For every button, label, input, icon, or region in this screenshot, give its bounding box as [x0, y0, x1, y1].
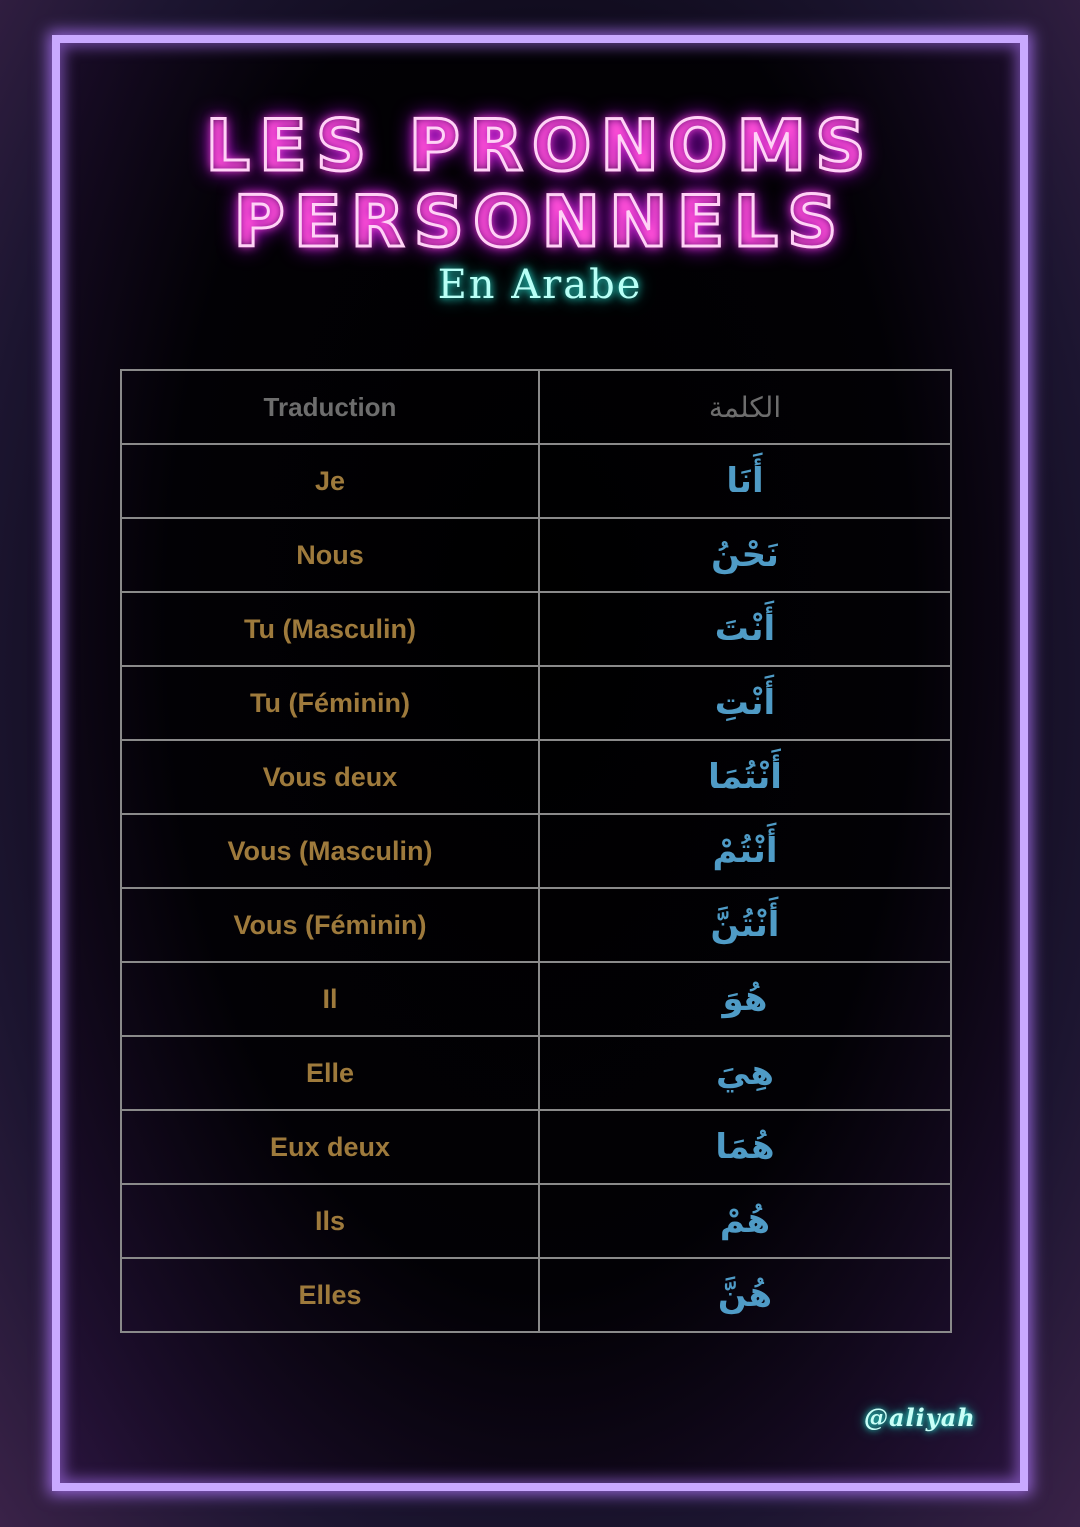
translation-cell — [121, 888, 539, 962]
table-header-row — [121, 370, 951, 444]
table-row — [121, 962, 951, 1036]
table-row — [121, 888, 951, 962]
translation-cell — [121, 444, 539, 518]
arabic-cell — [539, 888, 951, 962]
author-handle: @aliyah — [864, 1403, 976, 1432]
arabic-word: هُنَّ — [717, 1275, 773, 1315]
translation-cell — [121, 1036, 539, 1110]
translation-cell — [121, 518, 539, 592]
arabic-word: أَنْتَ — [714, 609, 776, 649]
translation-text: Vous (Masculin) — [227, 835, 433, 866]
translation-text: Tu (Masculin) — [244, 613, 416, 644]
table-row — [121, 740, 951, 814]
header-word-label: الكلمة — [708, 390, 782, 424]
translation-cell — [121, 962, 539, 1036]
translation-cell — [121, 814, 539, 888]
table-row — [121, 592, 951, 666]
translation-text: Vous (Féminin) — [233, 909, 427, 940]
arabic-cell — [539, 444, 951, 518]
translation-text: Elle — [305, 1057, 355, 1088]
arabic-cell — [539, 666, 951, 740]
arabic-cell — [539, 1184, 951, 1258]
pronouns-table — [120, 369, 952, 1333]
translation-text: Eux deux — [269, 1131, 391, 1162]
table-row — [121, 518, 951, 592]
arabic-cell — [539, 962, 951, 1036]
arabic-cell — [539, 1110, 951, 1184]
arabic-word: هِيَ — [716, 1053, 774, 1093]
arabic-cell — [539, 592, 951, 666]
arabic-word: هُمْ — [719, 1201, 771, 1241]
arabic-word: هُوَ — [722, 979, 768, 1019]
arabic-cell — [539, 1036, 951, 1110]
translation-text: Nous — [296, 539, 364, 570]
subtitle: En Arabe — [437, 262, 643, 308]
arabic-word: أَنْتِ — [714, 683, 776, 723]
table-row — [121, 1110, 951, 1184]
arabic-cell — [539, 814, 951, 888]
arabic-word: أَنْتُمْ — [712, 831, 778, 871]
arabic-word: أَنَا — [726, 461, 764, 501]
translation-text: Elles — [298, 1279, 362, 1310]
translation-text: Je — [314, 465, 346, 496]
arabic-cell — [539, 1258, 951, 1332]
header-translation-label: Traduction — [263, 391, 397, 422]
translation-cell — [121, 1110, 539, 1184]
arabic-word: أَنْتُمَا — [708, 757, 782, 797]
arabic-word: نَحْنُ — [711, 535, 779, 575]
table-row — [121, 814, 951, 888]
translation-cell — [121, 592, 539, 666]
header-translation — [121, 370, 539, 444]
translation-cell — [121, 1258, 539, 1332]
translation-text: Il — [322, 983, 338, 1014]
translation-cell — [121, 666, 539, 740]
translation-cell — [121, 1184, 539, 1258]
header-word — [539, 370, 951, 444]
table-row — [121, 666, 951, 740]
table-row — [121, 1036, 951, 1110]
arabic-word: هُمَا — [715, 1127, 775, 1167]
translation-text: Vous deux — [262, 761, 398, 792]
table-row — [121, 1184, 951, 1258]
table-row — [121, 1258, 951, 1332]
table-row — [121, 444, 951, 518]
translation-text: Ils — [314, 1205, 346, 1236]
title-line-1: LES PRONOMS — [205, 105, 875, 187]
title-line-2: PERSONNELS — [233, 181, 847, 263]
arabic-word: أَنْتُنَّ — [710, 905, 780, 945]
arabic-cell — [539, 740, 951, 814]
arabic-cell — [539, 518, 951, 592]
translation-cell — [121, 740, 539, 814]
translation-text: Tu (Féminin) — [250, 687, 410, 718]
